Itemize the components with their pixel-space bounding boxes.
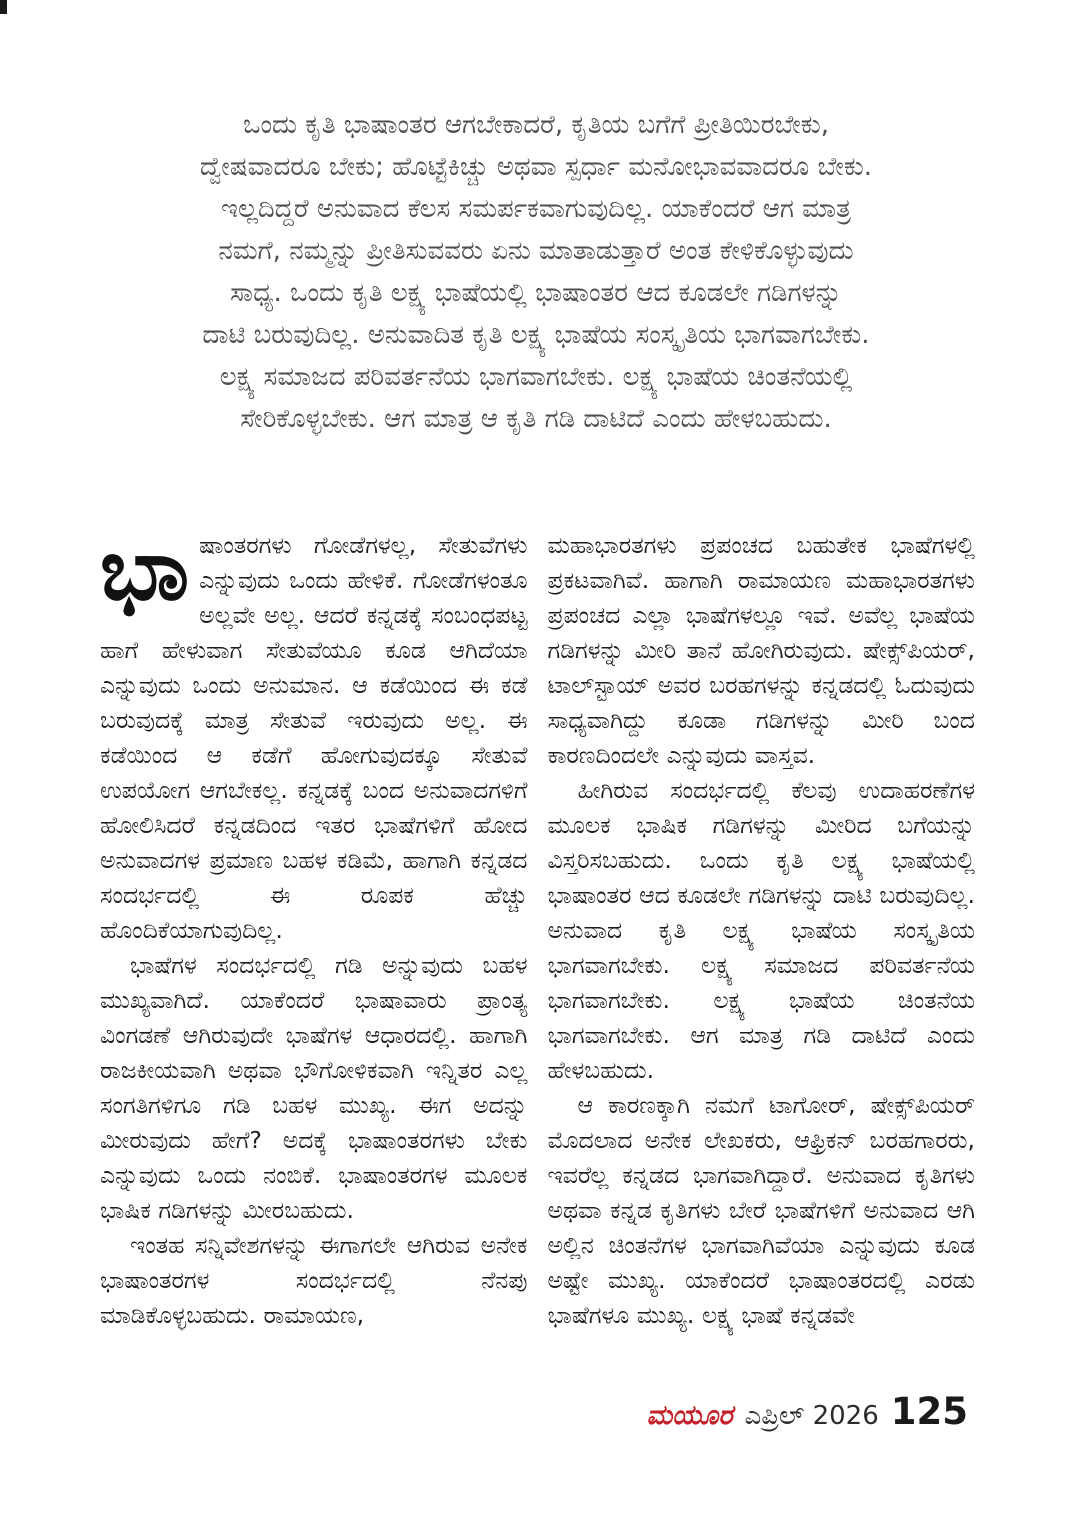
- quote-line: ನಮಗೆ, ನಮ್ಮನ್ನು ಪ್ರೀತಿಸುವವರು ಏನು ಮಾತಾಡುತ್ತಾರೆ ಅಂತ ಕೇಳಿಕೊಳ್ಳುವುದು: [218, 236, 854, 266]
- drop-cap: ಭಾ: [100, 528, 190, 620]
- quote-line: ಒಂದು ಕೃತಿ ಭಾಷಾಂತರ ಆಗಬೇಕಾದರೆ, ಕೃತಿಯ ಬಗೆಗೆ ಪ್ರೀತಿಯಿರಬೇಕು,: [242, 110, 830, 140]
- quote-line: ದಾಟಿ ಬರುವುದಿಲ್ಲ. ಅನುವಾದಿತ ಕೃತಿ ಲಕ್ಷ್ಯ ಭಾಷೆಯ ಸಂಸ್ಕೃತಿಯ ಭಾಗವಾಗಬೇಕು.: [202, 320, 870, 350]
- right-column: [548, 528, 976, 1376]
- paragraph: ಇಂತಹ ಸನ್ನಿವೇಶಗಳನ್ನು ಈಗಾಗಲೇ ಆಗಿರುವ ಅನೇಕ ಭಾಷಾಂತರಗಳ ಸಂದರ್ಭದಲ್ಲಿ ನೆನಪು ಮಾಡಿಕೊಳ್ಳಬಹುದು. ರಾಮಾಯಣ,: [100, 1231, 528, 1329]
- magazine-name: ಮಯೂರ: [646, 1400, 733, 1431]
- paragraph: ಭಾಷೆಗಳ ಸಂದರ್ಭದಲ್ಲಿ ಗಡಿ ಅನ್ನುವುದು ಬಹಳ ಮುಖ್ಯವಾಗಿದೆ. ಯಾಕೆಂದರೆ ಭಾಷಾವಾರು ಪ್ರಾಂತ್ಯ ವಿಂಗಡಣೆ ಆಗಿರುವುದೇ ಭಾಷೆಗಳ ಆಧಾರದಲ್ಲಿ. ಹಾಗಾಗಿ ರಾಜಕೀಯವಾಗಿ ಅಥವಾ ಭೌಗೋಳಿಕವಾಗಿ ಇನ್ನಿತರ ಎಲ್ಲ ಸಂಗತಿಗಳಿಗೂ ಗಡಿ ಬಹಳ ಮುಖ್ಯ. ಈಗ ಅದನ್ನು ಮೀರುವುದು ಹೇಗೆ? ಅದಕ್ಕೆ ಭಾಷಾಂತರಗಳು ಬೇಕು ಎನ್ನುವುದು ಒಂದು ನಂಬಿಕೆ. ಭಾಷಾಂತರಗಳ ಮೂಲಕ ಭಾಷಿಕ ಗಡಿಗಳನ್ನು ಮೀರಬಹುದು.: [100, 951, 528, 1224]
- page-number: 125: [890, 1390, 968, 1433]
- quote-line: ಲಕ್ಷ್ಯ ಸಮಾಜದ ಪರಿವರ್ತನೆಯ ಭಾಗವಾಗಬೇಕು. ಲಕ್ಷ್ಯ ಭಾಷೆಯ ಚಿಂತನೆಯಲ್ಲಿ: [219, 362, 853, 392]
- paragraph-opening: [100, 528, 528, 948]
- paragraph-text: ಷಾಂತರಗಳು ಗೋಡೆಗಳಲ್ಲ, ಸೇತುವೆಗಳು ಎನ್ನುವುದು ಒಂದು ಹೇಳಿಕೆ. ಗೋಡೆಗಳಂತೂ ಅಲ್ಲವೇ ಅಲ್ಲ. ಆದರೆ ಕನ್ನಡಕ್ಕೆ ಸಂಬಂಧಪಟ್ಟ ಹಾಗೆ ಹೇಳುವಾಗ ಸೇತುವೆಯೂ ಕೂಡ ಆಗಿದೆಯಾ ಎನ್ನುವುದು ಒಂದು ಅನುಮಾನ. ಆ ಕಡೆಯಿಂದ ಈ ಕಡೆ ಬರುವುದಕ್ಕೆ ಮಾತ್ರ ಸೇತುವೆ ಇರುವುದು ಅಲ್ಲ. ಈ ಕಡೆಯಿಂದ ಆ ಕಡೆಗೆ ಹೋಗುವುದಕ್ಕೂ ಸೇತುವೆ ಉಪಯೋಗ ಆಗಬೇಕಲ್ಲ. ಕನ್ನಡಕ್ಕೆ ಬಂದ ಅನುವಾದಗಳಿಗೆ ಹೋಲಿಸಿದರೆ ಕನ್ನಡದಿಂದ ಇತರ ಭಾಷೆಗಳಿಗೆ ಹೋದ ಅನುವಾದಗಳ ಪ್ರಮಾಣ ಬಹಳ ಕಡಿಮೆ, ಹಾಗಾಗಿ ಕನ್ನಡದ ಸಂದರ್ಭದಲ್ಲಿ ಈ ರೂಪಕ ಹೆಚ್ಚು ಹೊಂದಿಕೆಯಾಗುವುದಿಲ್ಲ.: [100, 531, 528, 944]
- pull-quote: [113, 0, 959, 440]
- paragraph: ಆ ಕಾರಣಕ್ಕಾಗಿ ನಮಗೆ ಟಾಗೋರ್, ಷೇಕ್ಸ್‌ಪಿಯರ್ ಮೊದಲಾದ ಅನೇಕ ಲೇಖಕರು, ಆಫ್ರಿಕನ್ ಬರಹಗಾರರು, ಇವರೆಲ್ಲ ಕನ್ನಡದ ಭಾಗವಾಗಿದ್ದಾರೆ. ಅನುವಾದ ಕೃತಿಗಳು ಅಥವಾ ಕನ್ನಡ ಕೃತಿಗಳು ಬೇರೆ ಭಾಷೆಗಳಿಗೆ ಅನುವಾದ ಆಗಿ ಅಲ್ಲಿನ ಚಿಂತನೆಗಳ ಭಾಗವಾಗಿವೆಯಾ ಎನ್ನುವುದು ಕೂಡ ಅಷ್ಟೇ ಮುಖ್ಯ. ಯಾಕೆಂದರೆ ಭಾಷಾಂತರದಲ್ಲಿ ಎರಡು ಭಾಷೆಗಳೂ ಮುಖ್ಯ. ಲಕ್ಷ್ಯ ಭಾಷೆ ಕನ್ನಡವೇ: [547, 1091, 975, 1329]
- issue-date: ಎಪ್ರಿಲ್ 2026: [744, 1401, 879, 1431]
- quote-line: ಸೇರಿಕೊಳ್ಳಬೇಕು. ಆಗ ಮಾತ್ರ ಆ ಕೃತಿ ಗಡಿ ದಾಟಿದೆ ಎಂದು ಹೇಳಬಹುದು.: [240, 404, 832, 434]
- quote-line: ಸಾಧ್ಯ. ಒಂದು ಕೃತಿ ಲಕ್ಷ್ಯ ಭಾಷೆಯಲ್ಲಿ ಭಾಷಾಂತರ ಆದ ಕೂಡಲೇ ಗಡಿಗಳನ್ನು: [230, 278, 842, 308]
- page-footer: [646, 1390, 968, 1433]
- print-artifact-mark: [0, 0, 7, 14]
- paragraph: ಹೀಗಿರುವ ಸಂದರ್ಭದಲ್ಲಿ ಕೆಲವು ಉದಾಹರಣೆಗಳ ಮೂಲಕ ಭಾಷಿಕ ಗಡಿಗಳನ್ನು ಮೀರಿದ ಬಗೆಯನ್ನು ವಿಸ್ತರಿಸಬಹುದು. ಒಂದು ಕೃತಿ ಲಕ್ಷ್ಯ ಭಾಷೆಯಲ್ಲಿ ಭಾಷಾಂತರ ಆದ ಕೂಡಲೇ ಗಡಿಗಳನ್ನು ದಾಟಿ ಬರುವುದಿಲ್ಲ. ಅನುವಾದ ಕೃತಿ ಲಕ್ಷ್ಯ ಭಾಷೆಯ ಸಂಸ್ಕೃತಿಯ ಭಾಗವಾಗಬೇಕು. ಲಕ್ಷ್ಯ ಸಮಾಜದ ಪರಿವರ್ತನೆಯ ಭಾಗವಾಗಬೇಕು. ಲಕ್ಷ್ಯ ಭಾಷೆಯ ಚಿಂತನೆಯ ಭಾಗವಾಗಬೇಕು. ಆಗ ಮಾತ್ರ ಗಡಿ ದಾಟಿದೆ ಎಂದು ಹೇಳಬಹುದು.: [547, 776, 975, 1084]
- article-body: [100, 528, 975, 1376]
- left-column: [100, 528, 528, 1376]
- paragraph: ಮಹಾಭಾರತಗಳು ಪ್ರಪಂಚದ ಬಹುತೇಕ ಭಾಷೆಗಳಲ್ಲಿ ಪ್ರಕಟವಾಗಿವೆ. ಹಾಗಾಗಿ ರಾಮಾಯಣ ಮಹಾಭಾರತಗಳು ಪ್ರಪಂಚದ ಎಲ್ಲಾ ಭಾಷೆಗಳಲ್ಲೂ ಇವೆ. ಅವೆಲ್ಲ ಭಾಷೆಯ ಗಡಿಗಳನ್ನು ಮೀರಿ ತಾನೆ ಹೋಗಿರುವುದು. ಷೇಕ್ಸ್‌ಪಿಯರ್, ಟಾಲ್‌ಸ್ಟಾಯ್ ಅವರ ಬರಹಗಳನ್ನು ಕನ್ನಡದಲ್ಲಿ ಓದುವುದು ಸಾಧ್ಯವಾಗಿದ್ದು ಕೂಡಾ ಗಡಿಗಳನ್ನು ಮೀರಿ ಬಂದ ಕಾರಣದಿಂದಲೇ ಎನ್ನುವುದು ವಾಸ್ತವ.: [547, 531, 975, 769]
- quote-line: ದ್ವೇಷವಾದರೂ ಬೇಕು; ಹೊಟ್ಟೆಕಿಚ್ಚು ಅಥವಾ ಸ್ಪರ್ಧಾ ಮನೋಭಾವವಾದರೂ ಬೇಕು.: [199, 152, 873, 182]
- quote-line: ಇಲ್ಲದಿದ್ದರೆ ಅನುವಾದ ಕೆಲಸ ಸಮರ್ಪಕವಾಗುವುದಿಲ್ಲ. ಯಾಕೆಂದರೆ ಆಗ ಮಾತ್ರ: [221, 194, 851, 224]
